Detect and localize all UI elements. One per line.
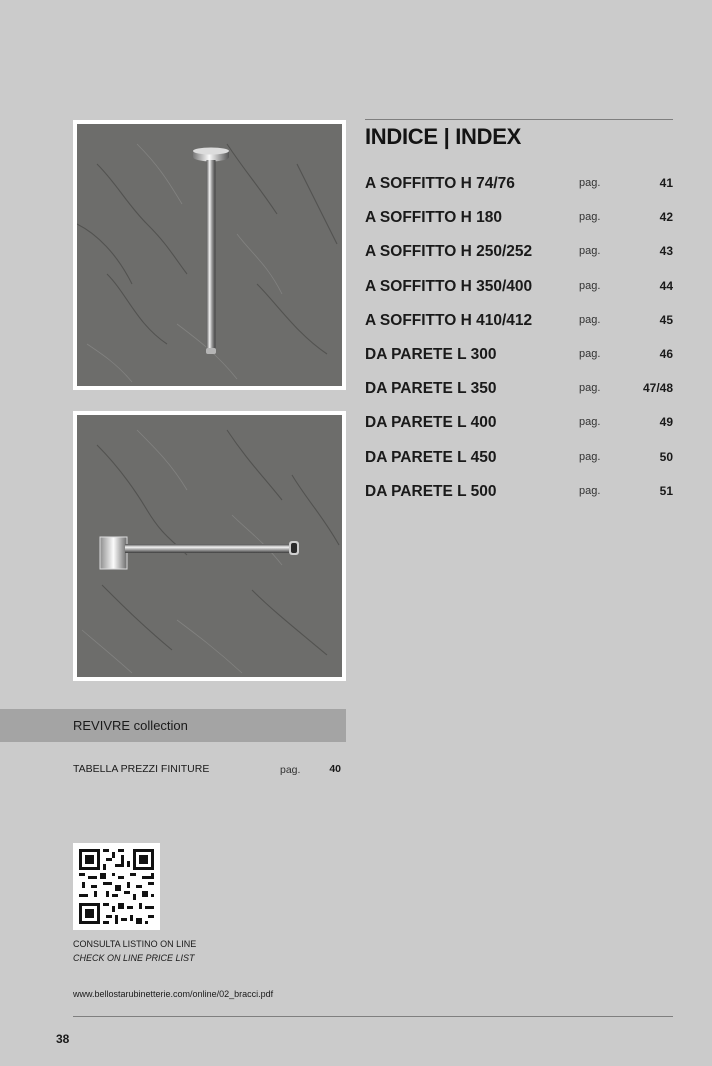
- index-row-pag: pag.: [579, 382, 601, 395]
- index-row-label: DA PARETE L 500: [365, 482, 497, 500]
- qr-code[interactable]: [73, 843, 160, 930]
- index-row[interactable]: [365, 201, 673, 235]
- qr-code-icon: [73, 843, 160, 930]
- ceiling-arm-image: [77, 124, 342, 386]
- index-row-page: 46: [659, 346, 673, 361]
- index-row[interactable]: [365, 304, 673, 338]
- index-row-label: DA PARETE L 400: [365, 414, 497, 432]
- index-row[interactable]: [365, 167, 673, 201]
- footer-rule: [73, 1016, 673, 1017]
- finishes-page: 40: [329, 763, 341, 775]
- index-row-pag: pag.: [579, 245, 601, 258]
- finishes-label: TABELLA PREZZI FINITURE: [73, 763, 210, 775]
- index-row-page: 51: [659, 483, 673, 498]
- index-row-label: A SOFFITTO H 350/400: [365, 277, 533, 295]
- index-row-pag: pag.: [579, 313, 601, 326]
- index-row[interactable]: [365, 441, 673, 475]
- index-list: [365, 167, 673, 509]
- price-list-url[interactable]: www.bellostarubinetterie.com/online/02_bracci.pdf: [73, 989, 274, 999]
- index-row-label: A SOFFITTO H 250/252: [365, 243, 533, 261]
- index-row-page: 45: [659, 312, 673, 327]
- wall-arm-image: [77, 415, 342, 677]
- page-number: 38: [56, 1032, 70, 1046]
- index-row-page: 47/48: [642, 381, 673, 396]
- index-row-pag: pag.: [579, 177, 601, 189]
- product-photo-ceiling-arm: [73, 120, 346, 390]
- index-row-label: A SOFFITTO H 180: [365, 209, 502, 227]
- index-row[interactable]: [365, 235, 673, 269]
- index-row[interactable]: [365, 406, 673, 440]
- collection-name: REVIVRE collection: [73, 718, 188, 733]
- index-row[interactable]: [365, 338, 673, 372]
- collection-band: [0, 709, 346, 742]
- index-row-page: 44: [659, 278, 673, 293]
- index-row-pag: pag.: [579, 211, 601, 224]
- finishes-pag: pag.: [280, 764, 301, 776]
- product-photo-wall-arm: [73, 411, 346, 681]
- index-row-page: 50: [659, 449, 673, 464]
- index-row-page: 49: [659, 415, 673, 430]
- index-row-label: A SOFFITTO H 74/76: [365, 175, 515, 192]
- index-row[interactable]: [365, 372, 673, 406]
- index-row-page: 43: [659, 244, 673, 259]
- index-row-pag: pag.: [579, 450, 601, 463]
- index-top-rule: [365, 119, 673, 120]
- index-row-pag: pag.: [579, 279, 601, 292]
- index-row-label: DA PARETE L 300: [365, 345, 497, 363]
- index-row-label: DA PARETE L 350: [365, 380, 497, 398]
- index-row[interactable]: [365, 475, 673, 509]
- consult-online-text: CONSULTA LISTINO ON LINE: [73, 939, 197, 949]
- index-row-label: DA PARETE L 450: [365, 448, 497, 466]
- index-title: INDICE | INDEX: [365, 124, 521, 149]
- index-row-pag: pag.: [579, 347, 601, 360]
- index-row-page: 42: [659, 210, 673, 225]
- finishes-price-row[interactable]: [73, 763, 341, 779]
- index-row-pag: pag.: [579, 416, 601, 429]
- index-row-pag: pag.: [579, 484, 601, 497]
- index-row-page: 41: [659, 176, 673, 190]
- index-row[interactable]: [365, 270, 673, 304]
- check-online-text: CHECK ON LINE PRICE LIST: [73, 953, 195, 963]
- index-row-label: A SOFFITTO H 410/412: [365, 311, 533, 329]
